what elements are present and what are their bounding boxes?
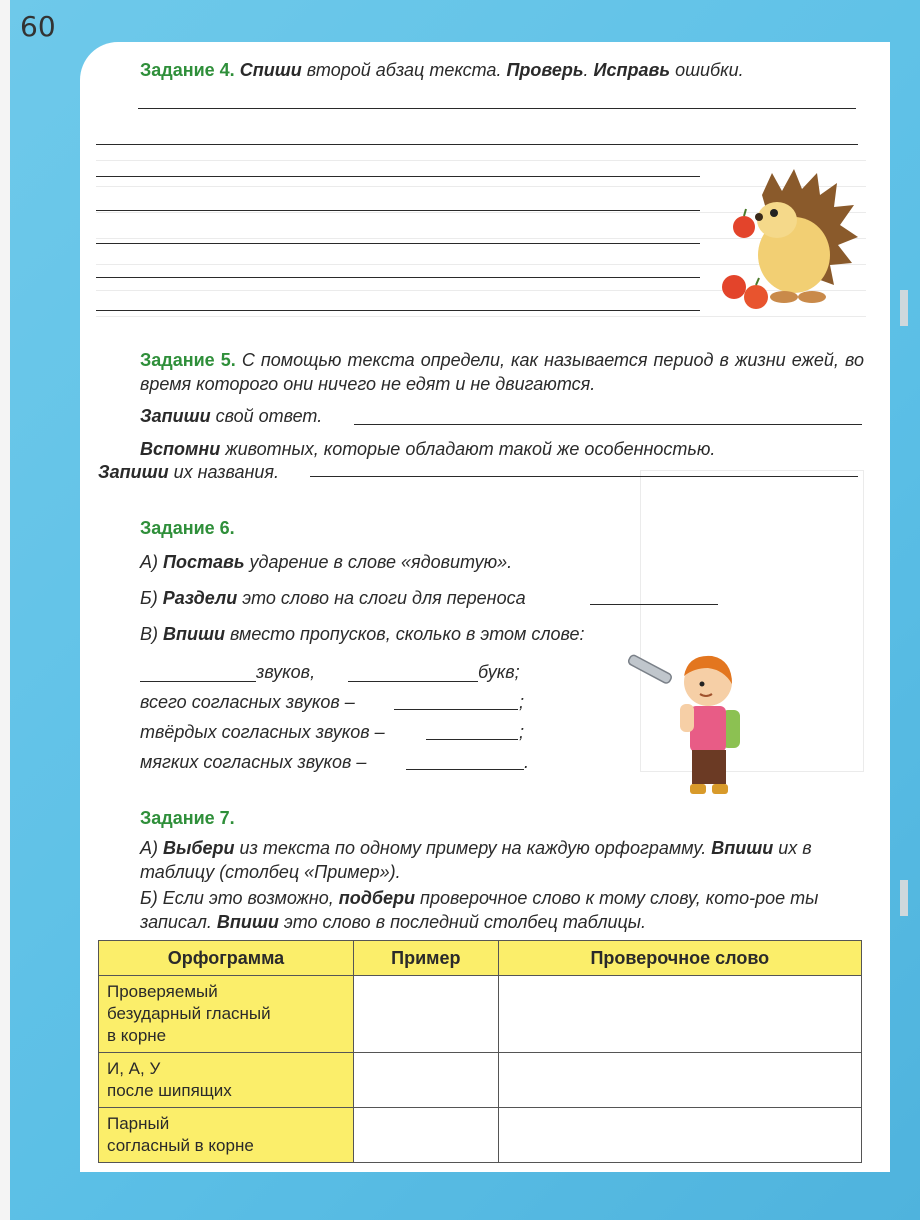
example-cell[interactable]: [354, 976, 499, 1053]
hedgehog-illustration: [722, 165, 862, 315]
binding-mark: [900, 290, 908, 326]
boy-with-telescope-illustration: [628, 646, 748, 802]
answer-line[interactable]: [348, 681, 478, 682]
hard-consonants-label: твёрдых согласных звуков –: [140, 722, 385, 742]
page-edge: [0, 0, 10, 1220]
answer-line[interactable]: [138, 108, 856, 109]
answer-line[interactable]: [96, 144, 858, 145]
hedgehog-nose: [755, 213, 763, 221]
apple-icon: [722, 275, 746, 299]
boy-trousers: [692, 750, 726, 784]
task7-part-b: Б) Если это возможно, подбери проверочное слово к тому слову, кото-рое ты записал. Впиши это слово в последний столбец таблицы.: [140, 888, 819, 932]
semicolon: ;: [519, 692, 525, 712]
answer-line[interactable]: [96, 243, 700, 244]
example-cell[interactable]: [354, 1108, 499, 1163]
task5-heading: Задание 5. С помощью текста определи, как называется период в жизни ежей, во время которого они ничего не едят и не двигаются.: [140, 350, 864, 394]
task4-heading: Задание 4. Спиши второй абзац текста. Проверь. Исправь ошибки.: [140, 60, 744, 80]
task6-part-b: Б) Раздели это слово на слоги для переноса: [140, 588, 526, 608]
task5-remember: Вспомни животных, которые обладают такой же особенностью.: [140, 439, 716, 459]
boy-shirt: [690, 706, 726, 752]
apple-icon: [744, 285, 768, 309]
hedgehog-face: [757, 202, 797, 238]
telescope-icon: [628, 654, 673, 684]
check-word-cell[interactable]: [498, 1053, 861, 1108]
column-header-spelling: Орфограмма: [99, 941, 354, 976]
table-header-row: [99, 941, 862, 976]
sounds-label: звуков,: [256, 662, 316, 682]
answer-line[interactable]: [406, 769, 524, 770]
answer-line[interactable]: [96, 176, 700, 177]
task6-part-c: В) Впиши вместо пропусков, сколько в этом слове:: [140, 624, 585, 644]
answer-line[interactable]: [140, 681, 256, 682]
column-header-example: Пример: [354, 941, 499, 976]
row-label: Парный согласный в корне: [99, 1108, 354, 1163]
binding-mark: [900, 880, 908, 916]
example-cell[interactable]: [354, 1053, 499, 1108]
answer-line[interactable]: [96, 210, 700, 211]
row-label: И, А, У после шипящих: [99, 1053, 354, 1108]
table-row: [99, 976, 862, 1053]
consonants-label: всего согласных звуков –: [140, 692, 355, 712]
page-number: 60: [20, 10, 56, 43]
check-word-cell[interactable]: [498, 1108, 861, 1163]
task5-write-answer: Запиши свой ответ.: [140, 406, 323, 426]
answer-line[interactable]: [96, 310, 700, 311]
apple-icon: [733, 216, 755, 238]
answer-line[interactable]: [96, 277, 700, 278]
task5-write-names: Запиши их названия.: [98, 462, 280, 482]
boy-arm: [680, 704, 694, 732]
hedgehog-eye: [770, 209, 778, 217]
letters-label: букв;: [478, 662, 520, 682]
column-header-check-word: Проверочное слово: [498, 941, 861, 976]
soft-consonants-label: мягких согласных звуков –: [140, 752, 367, 772]
task7-heading: Задание 7.: [140, 808, 235, 828]
row-label: Проверяемый безударный гласный в корне: [99, 976, 354, 1053]
table-row: [99, 1108, 862, 1163]
answer-line[interactable]: [590, 604, 718, 605]
spelling-table: [98, 940, 862, 1163]
answer-line[interactable]: [354, 424, 862, 425]
task6-part-a: А) Поставь ударение в слове «ядовитую».: [140, 552, 513, 572]
answer-line[interactable]: [310, 476, 858, 477]
period: .: [524, 752, 530, 772]
hedgehog-foot: [798, 291, 826, 303]
semicolon: ;: [519, 722, 525, 742]
task6-heading: Задание 6.: [140, 518, 235, 538]
answer-line[interactable]: [426, 739, 518, 740]
task7-part-a: А) Выбери из текста по одному примеру на каждую орфограмму. Впиши их в таблицу (столбец «Пример»).: [140, 838, 812, 882]
table-row: [99, 1053, 862, 1108]
answer-line[interactable]: [394, 709, 518, 710]
check-word-cell[interactable]: [498, 976, 861, 1053]
hedgehog-foot: [770, 291, 798, 303]
